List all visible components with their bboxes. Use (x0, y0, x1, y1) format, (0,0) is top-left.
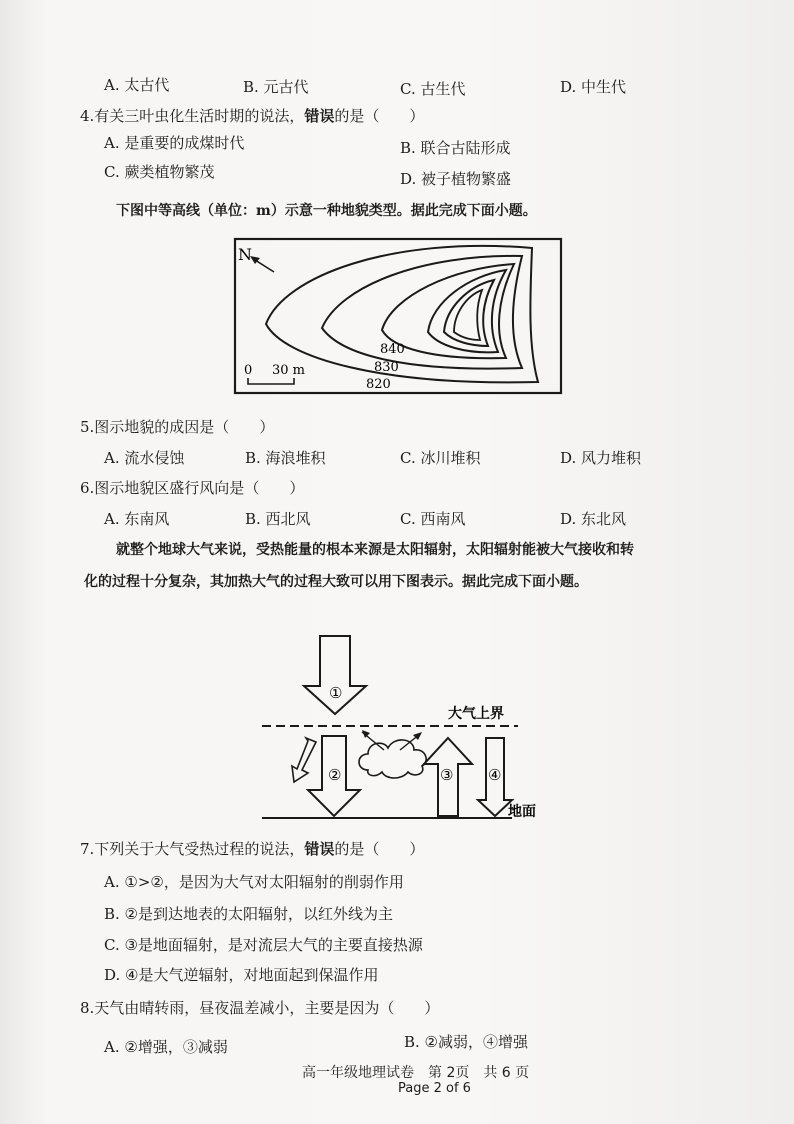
question-8-stem: 8.天气由晴转雨，昼夜温差减小，主要是因为（ ） (80, 999, 440, 1017)
atmos-intro-line2: 化的过程十分复杂，其加热大气的过程大致可以用下图表示。据此完成下面小题。 (84, 574, 588, 590)
atmosphere-heating-diagram (250, 630, 550, 830)
arrow-3-label: ③ (440, 766, 454, 784)
q3-option-b: B. 元古代 (243, 78, 309, 96)
q4-option-b: B. 联合古陆形成 (400, 139, 511, 157)
q7-option-d: D. ④是大气逆辐射，对地面起到保温作用 (104, 966, 379, 984)
q8-option-b: B. ②减弱，④增强 (404, 1033, 529, 1051)
q5-option-c: C. 冰川堆积 (400, 449, 481, 467)
q3-option-d: D. 中生代 (560, 78, 627, 96)
q6-option-d: D. 东北风 (560, 510, 627, 528)
contour-label-830: 830 (374, 360, 399, 375)
atmosphere-top-label: 大气上界 (448, 706, 504, 722)
contour-label-820: 820 (366, 377, 391, 392)
contour-inner-2 (444, 280, 494, 346)
question-6-stem: 6.图示地貌区盛行风向是（ ） (80, 479, 305, 497)
q6-option-b: B. 西北风 (245, 510, 311, 528)
scale-value: 30 m (272, 363, 306, 378)
q4-option-c: C. 蕨类植物繁茂 (104, 163, 215, 181)
q7-option-a: A. ①>②，是因为大气对太阳辐射的削弱作用 (104, 873, 404, 891)
q6-option-a: A. 东南风 (104, 510, 170, 528)
ground-label: 地面 (508, 804, 536, 820)
footer-page-number: Page 2 of 6 (398, 1081, 471, 1096)
north-label: N (238, 245, 252, 264)
scale-bar (248, 378, 294, 384)
q4-option-a: A. 是重要的成煤时代 (104, 134, 245, 152)
arrow-4-label: ④ (488, 766, 502, 784)
arrow-2-label: ② (328, 766, 342, 784)
q7-option-b: B. ②是到达地表的太阳辐射，以红外线为主 (104, 905, 394, 923)
q3-option-a: A. 太古代 (104, 76, 170, 94)
scale-zero: 0 (244, 363, 253, 378)
contour-map (232, 236, 564, 396)
q3-option-c: C. 古生代 (400, 80, 466, 98)
cloud-icon (359, 740, 426, 778)
atmos-intro-line1: 就整个地球大气来说，受热能量的根本来源是太阳辐射，太阳辐射能被大气接收和转 (116, 542, 634, 558)
question-5-stem: 5.图示地貌的成因是（ ） (80, 418, 275, 436)
question-7-stem: 7.下列关于大气受热过程的说法，错误的是（ ） (80, 840, 425, 858)
contour-label-840: 840 (380, 342, 405, 357)
question-4-stem: 4.有关三叶虫化生活时期的说法，错误的是（ ） (80, 107, 425, 125)
contour-inner-3 (454, 290, 482, 340)
arrow-1-label: ① (329, 684, 343, 702)
q7-option-c: C. ③是地面辐射，是对流层大气的主要直接热源 (104, 936, 423, 954)
arrow-1-solar-radiation (304, 636, 366, 714)
q5-option-d: D. 风力堆积 (560, 449, 642, 467)
q5-option-b: B. 海浪堆积 (245, 449, 326, 467)
q4-option-d: D. 被子植物繁盛 (400, 170, 512, 188)
contour-intro: 下图中等高线（单位：m）示意一种地貌类型。据此完成下面小题。 (116, 203, 537, 219)
footer-title: 高一年级地理试卷 第 2页 共 6 页 (302, 1065, 530, 1081)
q5-option-a: A. 流水侵蚀 (104, 449, 185, 467)
contour-inner-1 (428, 270, 506, 352)
q6-option-c: C. 西南风 (400, 510, 466, 528)
q8-option-a: A. ②增强，③减弱 (104, 1038, 228, 1056)
reflected-arrow (292, 738, 316, 782)
